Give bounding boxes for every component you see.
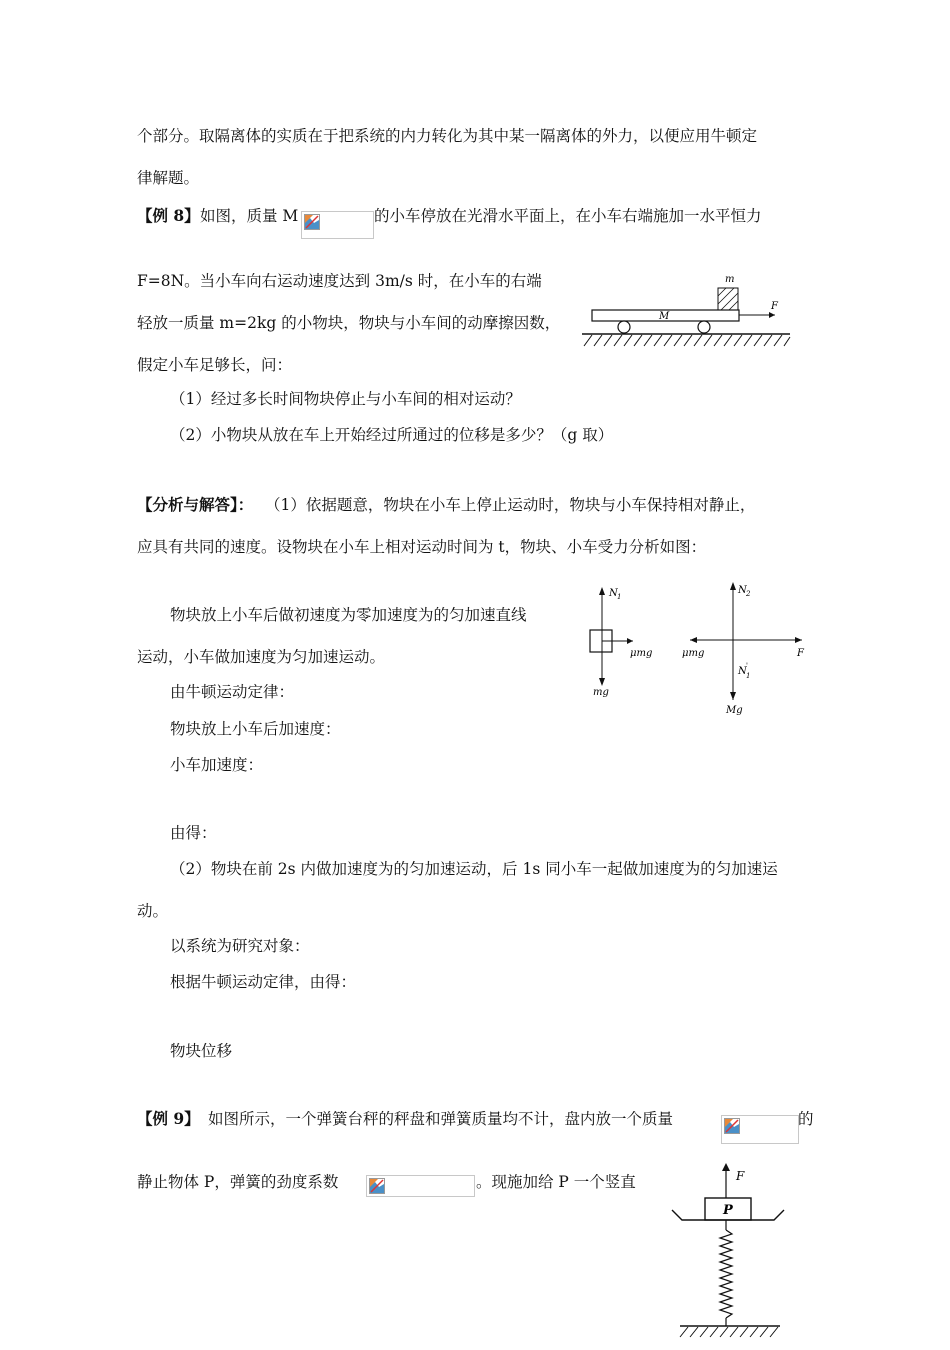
svg-text:1: 1 [746,672,751,680]
question-1: （1）经过多长时间物块停止与小车间的相对运动？ [170,390,521,408]
spring-scale-diagram [668,1160,798,1350]
example-9-text: 。现施加给 P 一个竖直 [476,1173,636,1191]
analysis-text: 以系统为研究对象： [170,937,310,955]
cart-force-diagram [680,580,820,720]
example-8-label: 【例 8】 [137,206,200,225]
label-M: M [659,311,670,322]
svg-text:2: 2 [746,590,751,598]
label-N1: N [609,588,618,599]
label-umg: μmg [682,648,705,659]
example-9-text: 如图所示，一个弹簧台秤的秤盘和弹簧质量均不计，盘内放一个质量 [208,1110,674,1128]
analysis-text: （2）物块在前 2s 内做加速度为的匀加速运动，后 1s 同小车一起做加速度为的匀加速运 [170,860,778,878]
label-F: F [797,648,804,659]
analysis-text: 物块放上小车后加速度： [170,720,341,738]
para-line: 个部分。取隔离体的实质在于把系统的内力转化为其中某一隔离体的外力，以便应用牛顿定 [137,127,758,145]
example-8-text: 轻放一质量 m=2kg 的小物块，物块与小车间的动摩擦因数， [137,314,561,332]
analysis-text: 由牛顿运动定律： [170,683,295,701]
label-m: m [725,274,735,285]
analysis-text: 运动，小车做加速度为匀加速运动。 [137,648,386,666]
question-2: （2）小物块从放在车上开始经过所通过的位移是多少？（g 取） [170,426,614,444]
analysis-text: 根据牛顿运动定律，由得： [170,973,357,991]
analysis-label: 【分析与解答】： [137,495,254,514]
example-8-text: 假定小车足够长，问： [137,356,293,374]
block-force-diagram [585,583,665,703]
example-8-text: 如图，质量 M [200,207,299,225]
broken-image-icon [301,211,374,239]
label-umg: μmg [630,648,653,659]
analysis-text: （1）依据题意，物块在小车上停止运动时，物块与小车保持相对静止， [265,496,756,514]
example-9-text: 静止物体 P，弹簧的劲度系数 [137,1173,339,1191]
example-9-text: 的 [798,1110,814,1128]
svg-text:1: 1 [617,593,622,601]
example-9-label: 【例 9】 [137,1109,200,1128]
analysis-text: 动。 [137,902,169,920]
label-N2: N [738,585,747,596]
broken-image-icon [721,1115,799,1144]
svg-text:': ' [746,662,748,670]
analysis-text: 应具有共同的速度。设物块在小车上相对运动时间为 t，物块、小车受力分析如图： [137,538,707,556]
label-P: P [723,1203,733,1218]
label-N1-prime: N [738,666,747,677]
example-8-text: F=8N。当小车向右运动速度达到 3m/s 时，在小车的右端 [137,272,542,290]
broken-image-icon [366,1175,475,1197]
label-F: F [736,1169,745,1183]
para-line: 律解题。 [137,169,200,187]
label-F: F [771,301,778,312]
analysis-text: 物块位移 [170,1042,233,1060]
example-8-text: 的小车停放在光滑水平面上，在小车右端施加一水平恒力 [374,207,762,225]
cart-diagram [580,270,800,355]
analysis-text: 小车加速度： [170,756,264,774]
analysis-text: 由得： [170,824,217,842]
label-mg: mg [593,687,609,698]
analysis-text: 物块放上小车后做初速度为零加速度为的匀加速直线 [170,606,527,624]
label-Mg: Mg [726,705,743,716]
